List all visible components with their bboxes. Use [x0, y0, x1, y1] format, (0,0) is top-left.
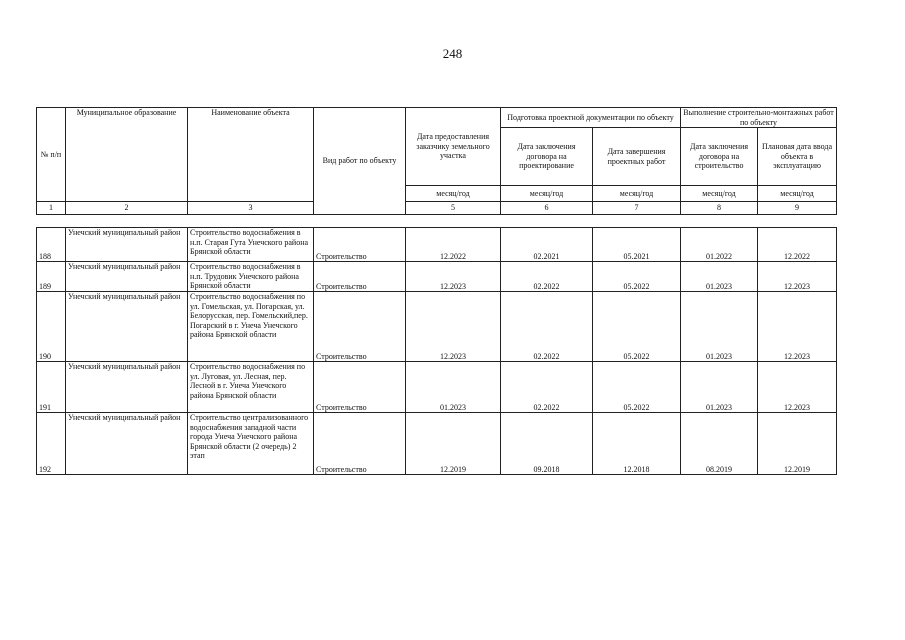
- row-land: 12.2022: [406, 228, 501, 262]
- row-land: 01.2023: [406, 362, 501, 413]
- unit-design-contract: месяц/год: [501, 186, 593, 202]
- row-land: 12.2019: [406, 413, 501, 475]
- row-design-end: 12.2018: [593, 413, 681, 475]
- row-num: 190: [37, 292, 66, 362]
- header-construction-contract: Дата заключения договора на строительство: [681, 128, 758, 186]
- header-design-group: Подготовка проектной документации по объекту: [501, 108, 681, 128]
- row-constr-contract: 01.2023: [681, 262, 758, 292]
- row-design-contract: 02.2022: [501, 262, 593, 292]
- header-municipality: Муниципальное образование: [66, 108, 188, 202]
- table-row: [37, 362, 837, 413]
- column-number: 2: [66, 202, 188, 215]
- row-commission: 12.2022: [758, 228, 837, 262]
- row-num: 189: [37, 262, 66, 292]
- row-work: Строительство: [314, 362, 406, 413]
- unit-commission: месяц/год: [758, 186, 837, 202]
- row-design-contract: 02.2022: [501, 362, 593, 413]
- row-municipality: Унечский муниципальный район: [66, 413, 188, 475]
- row-design-end: 05.2021: [593, 228, 681, 262]
- row-object: Строительство водоснабжения по ул. Гомельская, ул. Погарская, ул. Белорусская, пер. Гомельский,пер. Погарский в г. Унеча Унечского района Брянской области: [188, 292, 314, 362]
- table-row: [37, 228, 837, 262]
- objects-table: [36, 107, 837, 475]
- row-num: 191: [37, 362, 66, 413]
- table-row: [37, 413, 837, 475]
- row-num: 188: [37, 228, 66, 262]
- header-num: № п/п: [37, 108, 66, 202]
- row-num: 192: [37, 413, 66, 475]
- column-number: 1: [37, 202, 66, 215]
- row-municipality: Унечский муниципальный район: [66, 228, 188, 262]
- row-municipality: Унечский муниципальный район: [66, 262, 188, 292]
- row-design-contract: 02.2021: [501, 228, 593, 262]
- column-number: 3: [188, 202, 314, 215]
- header-land-date: Дата предоставления заказчику земельного участка: [406, 108, 501, 186]
- row-constr-contract: 01.2023: [681, 292, 758, 362]
- row-commission: 12.2023: [758, 292, 837, 362]
- row-design-contract: 02.2022: [501, 292, 593, 362]
- unit-design-end: месяц/год: [593, 186, 681, 202]
- row-constr-contract: 01.2022: [681, 228, 758, 262]
- header-design-end: Дата завершения проектных работ: [593, 128, 681, 186]
- row-municipality: Унечский муниципальный район: [66, 292, 188, 362]
- table-row: [37, 292, 837, 362]
- header-design-contract: Дата заключения договора на проектирование: [501, 128, 593, 186]
- unit-land: месяц/год: [406, 186, 501, 202]
- row-design-end: 05.2022: [593, 362, 681, 413]
- row-object: Строительство водоснабжения в н.п. Трудовик Унечского района Брянской области: [188, 262, 314, 292]
- row-land: 12.2023: [406, 292, 501, 362]
- header-object-name: Наименование объекта: [188, 108, 314, 202]
- header-construction-group: Выполнение строительно-монтажных работ по объекту: [681, 108, 837, 128]
- row-work: Строительство: [314, 413, 406, 475]
- header-commission-date: Плановая дата ввода объекта в эксплуатацию: [758, 128, 837, 186]
- row-work: Строительство: [314, 262, 406, 292]
- row-commission: 12.2019: [758, 413, 837, 475]
- row-constr-contract: 01.2023: [681, 362, 758, 413]
- column-number: 8: [681, 202, 758, 215]
- row-land: 12.2023: [406, 262, 501, 292]
- column-number: 6: [501, 202, 593, 215]
- column-number: 5: [406, 202, 501, 215]
- row-design-end: 05.2022: [593, 262, 681, 292]
- row-work: Строительство: [314, 228, 406, 262]
- unit-construction-contract: месяц/год: [681, 186, 758, 202]
- header-work-type: Вид работ по объекту: [314, 108, 406, 215]
- column-number: 9: [758, 202, 837, 215]
- row-object: Строительство водоснабжения в н.п. Старая Гута Унечского района Брянской области: [188, 228, 314, 262]
- row-object: Строительство водоснабжения по ул. Луговая, ул. Лесная, пер. Лесной в г. Унеча Унечского района Брянской области: [188, 362, 314, 413]
- row-design-end: 05.2022: [593, 292, 681, 362]
- row-commission: 12.2023: [758, 362, 837, 413]
- row-municipality: Унечский муниципальный район: [66, 362, 188, 413]
- row-commission: 12.2023: [758, 262, 837, 292]
- page-number: 248: [442, 46, 463, 61]
- row-object: Строительство централизованного водоснабжения западной части города Унеча Унечского района Брянской области (2 очередь) 2 этап: [188, 413, 314, 475]
- row-constr-contract: 08.2019: [681, 413, 758, 475]
- table-row: [37, 262, 837, 292]
- row-design-contract: 09.2018: [501, 413, 593, 475]
- row-work: Строительство: [314, 292, 406, 362]
- column-number: 7: [593, 202, 681, 215]
